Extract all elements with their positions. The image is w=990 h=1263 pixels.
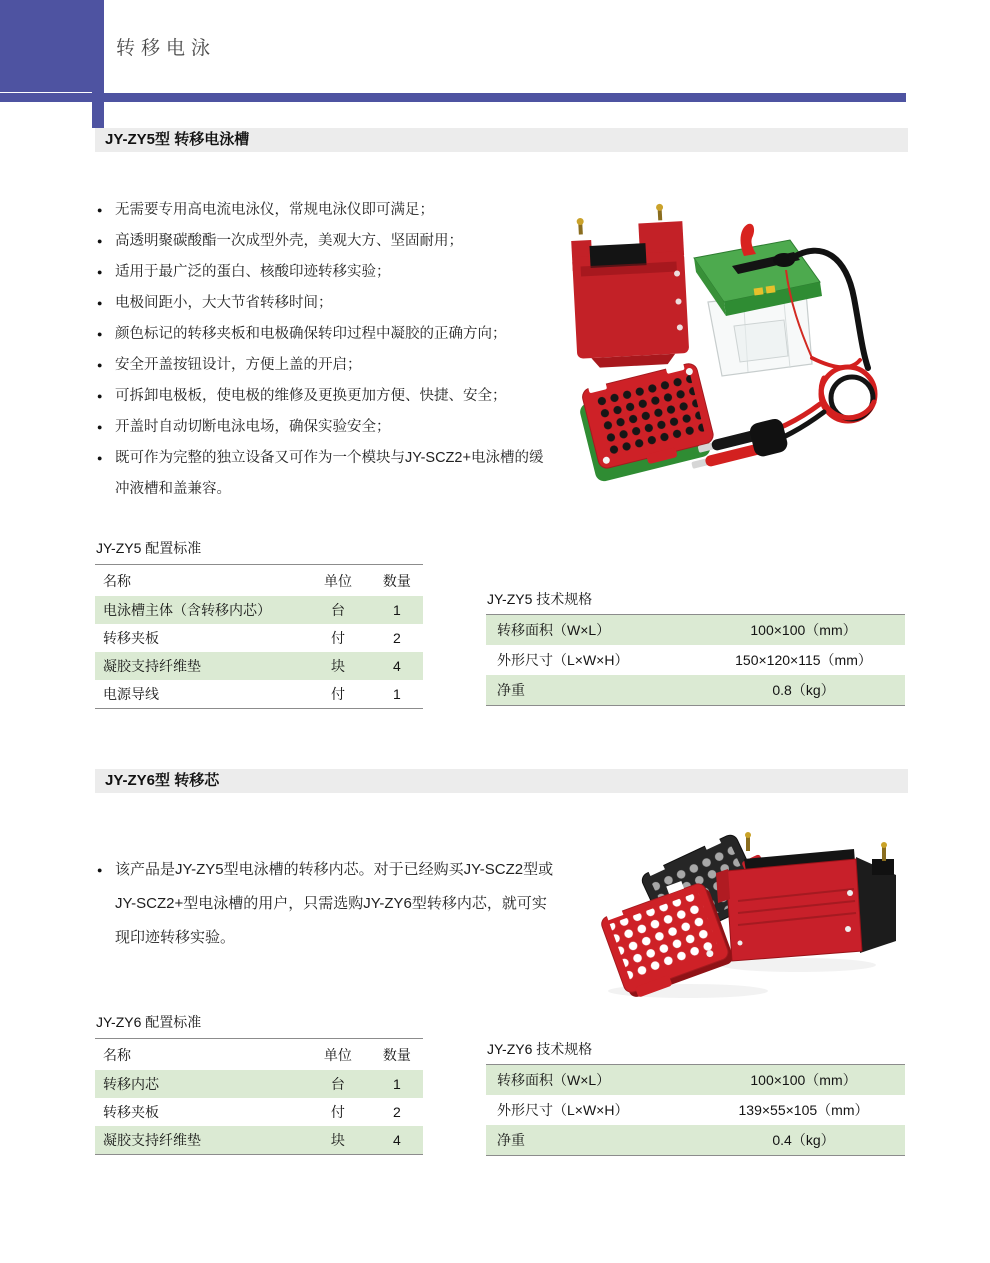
vertical-accent-bar bbox=[92, 0, 104, 128]
zy6-description: ● 该产品是JY-ZY5型电泳槽的转移内芯。对于已经购买JY-SCZ2型或JY-SCZ2+型电泳槽的用户，只需选购JY-ZY6型转移内芯，就可实现印迹转移实验。 bbox=[96, 853, 561, 955]
column-header: 单位 bbox=[324, 572, 353, 589]
table-row: 转移内芯 台 1 bbox=[95, 1070, 423, 1098]
section-header-zy5: JY-ZY5型 转移电泳槽 bbox=[95, 128, 908, 152]
table-row: 转移夹板 付 2 bbox=[103, 1104, 401, 1120]
column-header: 数量 bbox=[382, 572, 411, 589]
list-item: ● 既可作为完整的独立设备又可作为一个模块与JY-SCZ2+电泳槽的缓冲液槽和盖兼容。 bbox=[96, 443, 544, 505]
zy5-product-photo bbox=[548, 198, 952, 490]
table-title: JY-ZY6 配置标准 bbox=[96, 1014, 202, 1030]
table-row: 转移面积（W×L） 100×100（mm） bbox=[486, 615, 905, 646]
table-row: 转移面积（W×L） 100×100（mm） bbox=[486, 1065, 905, 1096]
table-row: 外形尺寸（L×W×H） 139×55×105（mm） bbox=[497, 1102, 869, 1118]
zy5-config-table-block bbox=[95, 538, 423, 709]
table-row: 转移夹板 付 2 bbox=[103, 630, 401, 646]
table-row: 净重 0.4（kg） bbox=[486, 1125, 905, 1156]
zy6-spec-table-block bbox=[486, 1040, 905, 1156]
zy5-spec-table-block bbox=[486, 590, 905, 706]
table-header-row bbox=[95, 565, 423, 597]
table-header-row bbox=[95, 1039, 423, 1071]
list-item: ● 高透明聚碳酸酯一次成型外壳，美观大方、坚固耐用； bbox=[96, 226, 544, 257]
corner-accent-block bbox=[0, 0, 97, 92]
list-item: ● 无需要专用高电流电泳仪，常规电泳仪即可满足； bbox=[96, 195, 544, 226]
column-header: 名称 bbox=[103, 572, 131, 589]
zy6-product-photo bbox=[598, 823, 910, 1013]
column-header: 数量 bbox=[382, 1046, 411, 1063]
table-row: 电泳槽主体（含转移内芯） 台 1 bbox=[95, 596, 423, 624]
zy6-config-table-block bbox=[95, 1012, 423, 1155]
section-header-zy6: JY-ZY6型 转移芯 bbox=[95, 769, 908, 793]
table-row: 外形尺寸（L×W×H） 150×120×115（mm） bbox=[497, 652, 872, 668]
zy6-spec-table bbox=[486, 1064, 905, 1156]
page-title: 转移电泳 bbox=[116, 38, 217, 59]
table-title: JY-ZY6 技术规格 bbox=[487, 1041, 593, 1057]
list-item: ● 可拆卸电极板，使电极的维修及更换更加方便、快捷、安全； bbox=[96, 381, 544, 412]
zy5-spec-table bbox=[486, 614, 905, 706]
table-row: 凝胶支持纤维垫 块 4 bbox=[95, 1126, 423, 1155]
zy5-config-table bbox=[95, 564, 423, 709]
list-item: ● 适用于最广泛的蛋白、核酸印迹转移实验； bbox=[96, 257, 544, 288]
column-header: 名称 bbox=[103, 1046, 131, 1063]
column-header: 单位 bbox=[323, 1046, 352, 1063]
table-row: 电源导线 付 1 bbox=[103, 686, 401, 702]
zy5-feature-list bbox=[96, 195, 544, 505]
table-row: 净重 0.8（kg） bbox=[486, 675, 905, 706]
table-row: 凝胶支持纤维垫 块 4 bbox=[95, 652, 423, 680]
zy6-config-table bbox=[95, 1038, 423, 1155]
list-item: ● 安全开盖按钮设计，方便上盖的开启； bbox=[96, 350, 544, 381]
table-title: JY-ZY5 配置标准 bbox=[96, 540, 202, 556]
list-item: ● 开盖时自动切断电泳电场，确保实验安全； bbox=[96, 412, 544, 443]
list-item: ● 电极间距小，大大节省转移时间； bbox=[96, 288, 544, 319]
horizontal-accent-bar bbox=[0, 93, 906, 102]
table-title: JY-ZY5 技术规格 bbox=[487, 591, 593, 607]
list-item: ● 颜色标记的转移夹板和电极确保转印过程中凝胶的正确方向； bbox=[96, 319, 544, 350]
